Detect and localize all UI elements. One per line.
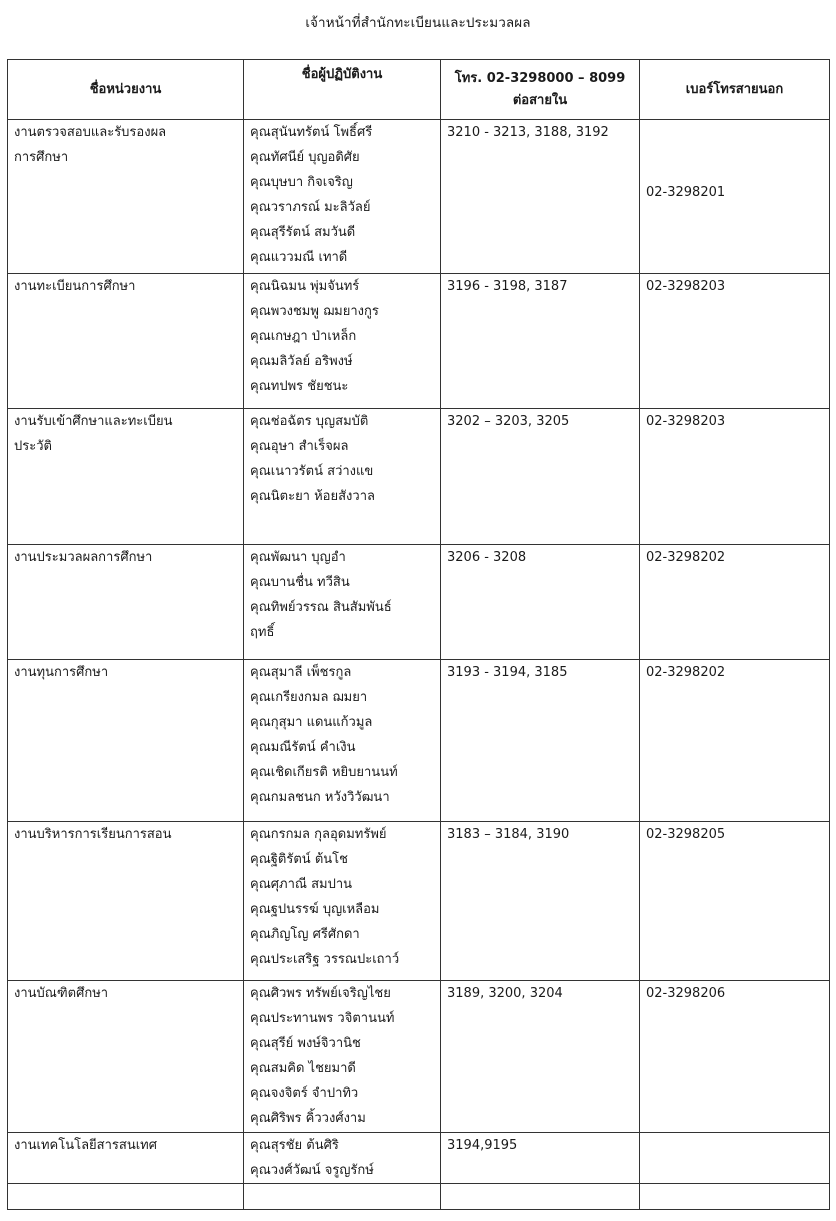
extension-numbers: 3196 - 3198, 3187 <box>447 279 568 294</box>
outside-phone-cell <box>640 981 830 1133</box>
page-title: เจ้าหน้าที่สำนักทะเบียนและประมวลผล <box>305 15 531 31</box>
staff-name: คุณบานชื่น ทวีสิน <box>250 575 350 590</box>
staff-name: คุณอุษา สำเร็จผล <box>250 439 349 454</box>
outside-phone-cell <box>640 1133 830 1184</box>
empty-cell <box>441 1184 640 1210</box>
extension-numbers: 3189, 3200, 3204 <box>447 986 563 1001</box>
staff-name: คุณเกษฎา ป่าเหล็ก <box>250 329 357 344</box>
staff-name: คุณฐิติรัตน์ ต้นโช <box>250 852 348 867</box>
outside-phone-number: 02-3298206 <box>646 986 726 1001</box>
staff-name: คุณกมลชนก หวังวิวัฒนา <box>250 790 390 805</box>
staff-name: คุณสุรีรัตน์ สมวันดี <box>250 225 356 240</box>
staff-name: คุณวงศ์วัฒน์ จรูญรักษ์ <box>250 1163 374 1178</box>
staff-name: คุณทัศนีย์ บุญอดิศัย <box>250 150 360 165</box>
extension-cell <box>441 660 640 822</box>
table-row <box>8 981 830 1133</box>
extension-cell <box>441 1133 640 1184</box>
outside-phone-cell <box>640 660 830 822</box>
staff-cell <box>244 660 441 822</box>
unit-cell <box>8 120 244 274</box>
extension-numbers: 3193 - 3194, 3185 <box>447 665 568 680</box>
outside-phone-cell <box>640 409 830 545</box>
unit-name-line: งานเทคโนโลยีสารสนเทศ <box>14 1138 157 1153</box>
extension-cell <box>441 409 640 545</box>
empty-cell <box>244 1184 441 1210</box>
table-row <box>8 120 830 274</box>
unit-name-line: งานบริหารการเรียนการสอน <box>14 827 172 842</box>
staff-name: คุณพัฒนา บุญอำ <box>250 550 346 565</box>
unit-cell <box>8 409 244 545</box>
staff-name: คุณภิญโญ ศรีศักดา <box>250 927 360 942</box>
extension-cell <box>441 120 640 274</box>
unit-name-line: งานทะเบียนการศึกษา <box>14 279 136 294</box>
extension-numbers: 3183 – 3184, 3190 <box>447 827 570 842</box>
staff-name: คุณนิฉมน พุ่มจันทร์ <box>250 279 360 294</box>
unit-cell <box>8 1133 244 1184</box>
staff-name: คุณประทานพร วจิตานนท์ <box>250 1011 395 1026</box>
header-outside: เบอร์โทรสายนอก <box>640 60 830 120</box>
staff-name: คุณศุภาณี สมปาน <box>250 877 353 892</box>
extension-cell <box>441 545 640 660</box>
staff-name: คุณช่อฉัตร บุญสมบัติ <box>250 414 369 429</box>
staff-cell <box>244 274 441 409</box>
outside-phone-cell <box>640 545 830 660</box>
table-row <box>8 1133 830 1184</box>
staff-cell <box>244 1133 441 1184</box>
staff-name: คุณกรกมล กุลอุดมทรัพย์ <box>250 827 387 842</box>
staff-name: คุณสุรชัย ต้นศิริ <box>250 1138 339 1153</box>
header-unit: ชื่อหน่วยงาน <box>8 60 244 120</box>
extension-cell <box>441 822 640 981</box>
staff-cell <box>244 981 441 1133</box>
unit-name-line: ประวัติ <box>14 439 52 454</box>
unit-cell <box>8 822 244 981</box>
extension-numbers: 3194,9195 <box>447 1138 518 1153</box>
unit-name-line: งานรับเข้าศึกษาและทะเบียน <box>14 414 173 429</box>
staff-name: คุณสุนันทรัตน์ โพธิ์ศรี <box>250 125 373 140</box>
staff-name: คุณกุสุมา แดนแก้วมูล <box>250 715 373 730</box>
header-staff: ชื่อผู้ปฏิบัติงาน <box>244 60 441 120</box>
header-phone-sub: ต่อสายใน <box>512 92 568 108</box>
header-phone <box>441 60 640 120</box>
extension-cell <box>441 981 640 1133</box>
staff-name: คุณจงจิตร์ จำปาทิว <box>250 1086 359 1101</box>
staff-cell <box>244 409 441 545</box>
outside-phone-number: 02-3298203 <box>646 414 726 429</box>
unit-cell <box>8 660 244 822</box>
unit-name-line: งานทุนการศึกษา <box>14 665 109 680</box>
staff-name: คุณศิริพร คิ้ววงศ์งาม <box>250 1111 366 1126</box>
table-row <box>8 660 830 822</box>
staff-name: คุณเนาวรัตน์ สว่างแข <box>250 464 374 479</box>
staff-name: คุณแววมณี เทาดี <box>250 250 348 265</box>
extension-numbers: 3202 – 3203, 3205 <box>447 414 570 429</box>
staff-name: คุณเกรียงกมล ฌมยา <box>250 690 368 705</box>
staff-name: คุณประเสริฐ วรรณปะเถาว์ <box>250 952 400 967</box>
staff-name: คุณมณีรัตน์ คำเงิน <box>250 740 356 755</box>
staff-name: คุณทิพย์วรรณ สินสัมพันธ์ <box>250 600 392 615</box>
staff-name: ฤทธิ์ <box>250 625 275 640</box>
empty-table-row <box>8 1184 830 1210</box>
empty-cell <box>640 1184 830 1210</box>
unit-cell <box>8 545 244 660</box>
staff-cell <box>244 120 441 274</box>
staff-name: คุณวราภรณ์ มะลิวัลย์ <box>250 200 371 215</box>
unit-name-line: การศึกษา <box>14 150 69 165</box>
staff-name: คุณสมคิด ไชยมาดี <box>250 1061 356 1076</box>
outside-phone-number: 02-3298202 <box>646 550 726 565</box>
staff-name: คุณเชิดเกียรติ หยิบยานนท์ <box>250 765 398 780</box>
staff-cell <box>244 822 441 981</box>
outside-phone-number: 02-3298202 <box>646 665 726 680</box>
outside-phone-number: 02-3298205 <box>646 827 726 842</box>
header-phone-main: โทร. 02-3298000 – 8099 <box>454 70 626 86</box>
unit-name-line: งานตรวจสอบและรับรองผล <box>14 125 167 140</box>
table-row <box>8 822 830 981</box>
staff-name: คุณมลิวัลย์ อริพงษ์ <box>250 354 353 369</box>
unit-name-line: งานประมวลผลการศึกษา <box>14 550 153 565</box>
extension-cell <box>441 274 640 409</box>
outside-phone-cell <box>640 120 830 274</box>
table-row <box>8 409 830 545</box>
staff-name: คุณสุมาลี เพ็ชรกูล <box>250 665 352 680</box>
extension-numbers: 3206 - 3208 <box>447 550 527 565</box>
staff-name: คุณทปพร ชัยชนะ <box>250 379 349 394</box>
outside-phone-number: 02-3298201 <box>646 185 726 200</box>
unit-cell <box>8 981 244 1133</box>
staff-name: คุณฐปนรรฆ์ บุญเหลือม <box>250 902 380 917</box>
table-header-row <box>8 60 830 120</box>
staff-cell <box>244 545 441 660</box>
table-row <box>8 274 830 409</box>
unit-cell <box>8 274 244 409</box>
staff-name: คุณพวงชมพู ฌมยางกูร <box>250 304 379 319</box>
staff-directory-table <box>7 59 830 1210</box>
empty-cell <box>8 1184 244 1210</box>
table-row <box>8 545 830 660</box>
staff-name: คุณบุษบา กิจเจริญ <box>250 175 353 190</box>
outside-phone-cell <box>640 822 830 981</box>
unit-name-line: งานบัณฑิตศึกษา <box>14 986 109 1001</box>
staff-name: คุณนิตะยา ห้อยสังวาล <box>250 489 375 504</box>
outside-phone-number: 02-3298203 <box>646 279 726 294</box>
extension-numbers: 3210 - 3213, 3188, 3192 <box>447 125 609 140</box>
staff-name: คุณศิวพร ทรัพย์เจริญไชย <box>250 986 391 1001</box>
staff-name: คุณสุรีย์ พงษ์จิวานิช <box>250 1036 361 1051</box>
outside-phone-cell <box>640 274 830 409</box>
